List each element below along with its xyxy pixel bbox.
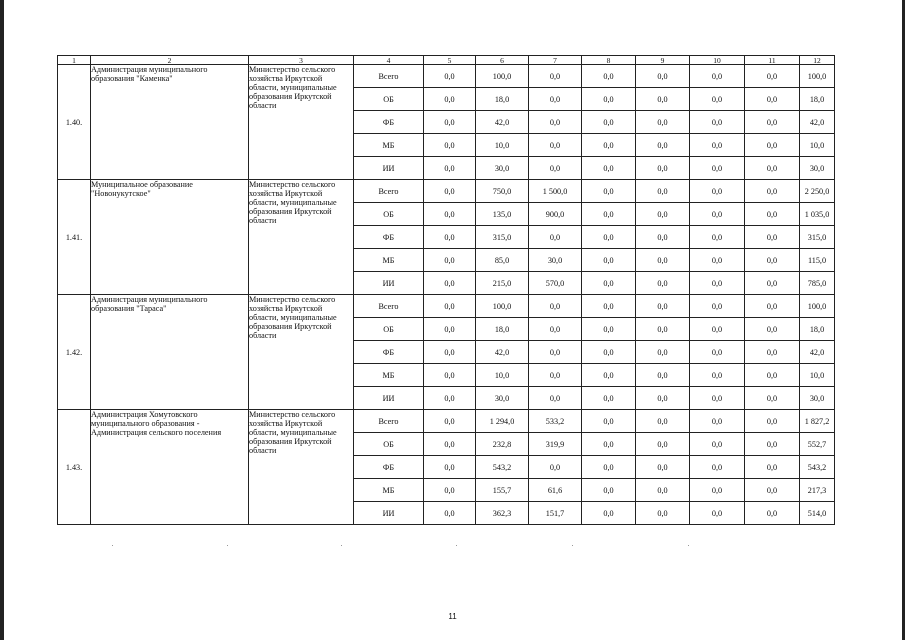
recipient-name: Администрация Хомутовского муниципального образования - Администрация сельского поселения	[91, 410, 249, 525]
value-cell: 319,9	[529, 433, 582, 456]
value-cell: 0,0	[636, 272, 690, 295]
value-cell: 0,0	[529, 111, 582, 134]
funding-source: ФБ	[354, 111, 424, 134]
value-cell: 0,0	[690, 88, 745, 111]
value-cell: 0,0	[745, 249, 800, 272]
value-cell: 0,0	[582, 65, 636, 88]
value-cell: 315,0	[476, 226, 529, 249]
value-cell: 0,0	[582, 226, 636, 249]
value-cell: 533,2	[529, 410, 582, 433]
value-cell: 0,0	[424, 410, 476, 433]
value-cell: 0,0	[424, 433, 476, 456]
header-cell: 3	[249, 56, 354, 65]
header-cell: 7	[529, 56, 582, 65]
value-cell: 232,8	[476, 433, 529, 456]
scan-noise	[0, 545, 905, 549]
value-cell: 0,0	[424, 341, 476, 364]
value-cell: 0,0	[690, 203, 745, 226]
scan-edge-left	[0, 0, 4, 640]
value-cell: 543,2	[476, 456, 529, 479]
value-cell: 0,0	[636, 387, 690, 410]
value-cell: 85,0	[476, 249, 529, 272]
value-cell: 0,0	[636, 502, 690, 525]
value-cell: 0,0	[745, 134, 800, 157]
value-cell: 0,0	[636, 295, 690, 318]
total-cell: 18,0	[800, 318, 835, 341]
funding-source: МБ	[354, 364, 424, 387]
value-cell: 61,6	[529, 479, 582, 502]
value-cell: 0,0	[582, 88, 636, 111]
value-cell: 0,0	[690, 433, 745, 456]
value-cell: 0,0	[582, 456, 636, 479]
funding-source: Всего	[354, 180, 424, 203]
value-cell: 0,0	[529, 364, 582, 387]
value-cell: 0,0	[745, 387, 800, 410]
value-cell: 0,0	[690, 295, 745, 318]
header-cell: 12	[800, 56, 835, 65]
value-cell: 0,0	[690, 249, 745, 272]
value-cell: 0,0	[690, 111, 745, 134]
value-cell: 0,0	[745, 433, 800, 456]
header-cell: 9	[636, 56, 690, 65]
total-cell: 10,0	[800, 364, 835, 387]
funding-source: ФБ	[354, 341, 424, 364]
value-cell: 30,0	[476, 157, 529, 180]
value-cell: 1 500,0	[529, 180, 582, 203]
value-cell: 0,0	[636, 249, 690, 272]
value-cell: 0,0	[529, 456, 582, 479]
value-cell: 0,0	[745, 295, 800, 318]
executor-name: Министерство сельского хозяйства Иркутской области, муниципальные образования Иркутской области	[249, 295, 354, 410]
header-cell: 11	[745, 56, 800, 65]
value-cell: 0,0	[424, 226, 476, 249]
value-cell: 0,0	[582, 249, 636, 272]
value-cell: 0,0	[690, 502, 745, 525]
executor-name: Министерство сельского хозяйства Иркутской области, муниципальные образования Иркутской области	[249, 410, 354, 525]
value-cell: 0,0	[745, 226, 800, 249]
value-cell: 0,0	[690, 318, 745, 341]
value-cell: 10,0	[476, 364, 529, 387]
value-cell: 0,0	[745, 341, 800, 364]
row-number: 1.40.	[58, 65, 91, 180]
value-cell: 0,0	[529, 341, 582, 364]
value-cell: 0,0	[582, 157, 636, 180]
total-cell: 10,0	[800, 134, 835, 157]
value-cell: 0,0	[582, 433, 636, 456]
value-cell: 0,0	[582, 364, 636, 387]
funding-source: Всего	[354, 410, 424, 433]
value-cell: 0,0	[582, 341, 636, 364]
value-cell: 0,0	[745, 456, 800, 479]
value-cell: 0,0	[424, 134, 476, 157]
value-cell: 0,0	[745, 111, 800, 134]
value-cell: 0,0	[690, 65, 745, 88]
value-cell: 0,0	[745, 410, 800, 433]
value-cell: 135,0	[476, 203, 529, 226]
value-cell: 0,0	[636, 364, 690, 387]
executor-name: Министерство сельского хозяйства Иркутской области, муниципальные образования Иркутской области	[249, 180, 354, 295]
row-number: 1.41.	[58, 180, 91, 295]
value-cell: 215,0	[476, 272, 529, 295]
value-cell: 0,0	[690, 180, 745, 203]
header-row	[58, 56, 835, 65]
header-cell: 2	[91, 56, 249, 65]
value-cell: 0,0	[424, 479, 476, 502]
value-cell: 0,0	[424, 295, 476, 318]
value-cell: 0,0	[424, 387, 476, 410]
value-cell: 0,0	[636, 479, 690, 502]
total-cell: 2 250,0	[800, 180, 835, 203]
value-cell: 0,0	[745, 157, 800, 180]
value-cell: 0,0	[636, 456, 690, 479]
value-cell: 0,0	[582, 134, 636, 157]
table-row	[58, 410, 835, 433]
value-cell: 0,0	[636, 65, 690, 88]
total-cell: 18,0	[800, 88, 835, 111]
value-cell: 750,0	[476, 180, 529, 203]
funding-source: Всего	[354, 295, 424, 318]
funding-source: МБ	[354, 134, 424, 157]
value-cell: 0,0	[636, 157, 690, 180]
value-cell: 0,0	[424, 157, 476, 180]
total-cell: 42,0	[800, 341, 835, 364]
funding-source: ФБ	[354, 456, 424, 479]
value-cell: 0,0	[529, 134, 582, 157]
value-cell: 0,0	[529, 387, 582, 410]
value-cell: 0,0	[529, 226, 582, 249]
value-cell: 0,0	[690, 341, 745, 364]
budget-table	[57, 55, 835, 525]
value-cell: 42,0	[476, 341, 529, 364]
value-cell: 0,0	[582, 203, 636, 226]
value-cell: 0,0	[690, 479, 745, 502]
value-cell: 0,0	[636, 410, 690, 433]
value-cell: 570,0	[529, 272, 582, 295]
funding-source: ОБ	[354, 433, 424, 456]
value-cell: 0,0	[529, 88, 582, 111]
value-cell: 0,0	[582, 410, 636, 433]
total-cell: 1 035,0	[800, 203, 835, 226]
value-cell: 42,0	[476, 111, 529, 134]
value-cell: 0,0	[636, 111, 690, 134]
funding-source: ОБ	[354, 318, 424, 341]
value-cell: 0,0	[424, 364, 476, 387]
total-cell: 1 827,2	[800, 410, 835, 433]
value-cell: 155,7	[476, 479, 529, 502]
executor-name: Министерство сельского хозяйства Иркутской области, муниципальные образования Иркутской области	[249, 65, 354, 180]
value-cell: 0,0	[690, 272, 745, 295]
value-cell: 0,0	[582, 272, 636, 295]
recipient-name: Администрация муниципального образования "Каменка"	[91, 65, 249, 180]
funding-source: ФБ	[354, 226, 424, 249]
value-cell: 0,0	[424, 456, 476, 479]
value-cell: 0,0	[529, 157, 582, 180]
table-row	[58, 295, 835, 318]
total-cell: 42,0	[800, 111, 835, 134]
total-cell: 315,0	[800, 226, 835, 249]
value-cell: 0,0	[424, 88, 476, 111]
table-body	[58, 56, 835, 525]
value-cell: 0,0	[424, 65, 476, 88]
value-cell: 0,0	[636, 433, 690, 456]
total-cell: 100,0	[800, 65, 835, 88]
value-cell: 0,0	[690, 134, 745, 157]
header-cell: 1	[58, 56, 91, 65]
funding-source: Всего	[354, 65, 424, 88]
value-cell: 0,0	[582, 387, 636, 410]
value-cell: 0,0	[424, 203, 476, 226]
table-row	[58, 65, 835, 88]
value-cell: 900,0	[529, 203, 582, 226]
value-cell: 100,0	[476, 65, 529, 88]
funding-source: ИИ	[354, 387, 424, 410]
table-row	[58, 180, 835, 203]
value-cell: 0,0	[636, 134, 690, 157]
total-cell: 30,0	[800, 387, 835, 410]
value-cell: 0,0	[636, 226, 690, 249]
header-cell: 6	[476, 56, 529, 65]
header-cell: 8	[582, 56, 636, 65]
value-cell: 0,0	[745, 65, 800, 88]
value-cell: 30,0	[476, 387, 529, 410]
value-cell: 0,0	[636, 341, 690, 364]
total-cell: 100,0	[800, 295, 835, 318]
value-cell: 30,0	[529, 249, 582, 272]
value-cell: 18,0	[476, 88, 529, 111]
value-cell: 0,0	[745, 203, 800, 226]
value-cell: 0,0	[582, 502, 636, 525]
value-cell: 0,0	[424, 272, 476, 295]
value-cell: 0,0	[690, 410, 745, 433]
funding-source: ИИ	[354, 502, 424, 525]
recipient-name: Муниципальное образование "Новонукутское"	[91, 180, 249, 295]
value-cell: 0,0	[582, 111, 636, 134]
header-cell: 4	[354, 56, 424, 65]
value-cell: 0,0	[745, 272, 800, 295]
value-cell: 0,0	[690, 456, 745, 479]
funding-source: ОБ	[354, 203, 424, 226]
total-cell: 785,0	[800, 272, 835, 295]
value-cell: 0,0	[582, 295, 636, 318]
row-number: 1.43.	[58, 410, 91, 525]
value-cell: 0,0	[582, 180, 636, 203]
header-cell: 5	[424, 56, 476, 65]
funding-source: ИИ	[354, 157, 424, 180]
value-cell: 0,0	[424, 502, 476, 525]
value-cell: 0,0	[745, 479, 800, 502]
value-cell: 0,0	[424, 318, 476, 341]
value-cell: 0,0	[690, 226, 745, 249]
value-cell: 0,0	[636, 203, 690, 226]
value-cell: 0,0	[424, 249, 476, 272]
value-cell: 0,0	[636, 88, 690, 111]
value-cell: 0,0	[690, 364, 745, 387]
recipient-name: Администрация муниципального образования "Тараса"	[91, 295, 249, 410]
value-cell: 1 294,0	[476, 410, 529, 433]
funding-source: ОБ	[354, 88, 424, 111]
total-cell: 115,0	[800, 249, 835, 272]
value-cell: 0,0	[745, 88, 800, 111]
value-cell: 0,0	[636, 318, 690, 341]
value-cell: 0,0	[582, 318, 636, 341]
value-cell: 0,0	[690, 387, 745, 410]
total-cell: 30,0	[800, 157, 835, 180]
total-cell: 543,2	[800, 456, 835, 479]
value-cell: 0,0	[745, 318, 800, 341]
value-cell: 0,0	[745, 180, 800, 203]
value-cell: 18,0	[476, 318, 529, 341]
value-cell: 0,0	[636, 180, 690, 203]
value-cell: 151,7	[529, 502, 582, 525]
funding-source: МБ	[354, 479, 424, 502]
value-cell: 362,3	[476, 502, 529, 525]
value-cell: 0,0	[745, 502, 800, 525]
value-cell: 0,0	[529, 295, 582, 318]
funding-source: ИИ	[354, 272, 424, 295]
total-cell: 552,7	[800, 433, 835, 456]
total-cell: 514,0	[800, 502, 835, 525]
page-number: 11	[448, 612, 457, 621]
value-cell: 0,0	[529, 318, 582, 341]
value-cell: 0,0	[424, 180, 476, 203]
value-cell: 0,0	[690, 157, 745, 180]
header-cell: 10	[690, 56, 745, 65]
value-cell: 10,0	[476, 134, 529, 157]
funding-source: МБ	[354, 249, 424, 272]
value-cell: 0,0	[529, 65, 582, 88]
row-number: 1.42.	[58, 295, 91, 410]
value-cell: 0,0	[582, 479, 636, 502]
value-cell: 100,0	[476, 295, 529, 318]
value-cell: 0,0	[745, 364, 800, 387]
value-cell: 0,0	[424, 111, 476, 134]
total-cell: 217,3	[800, 479, 835, 502]
